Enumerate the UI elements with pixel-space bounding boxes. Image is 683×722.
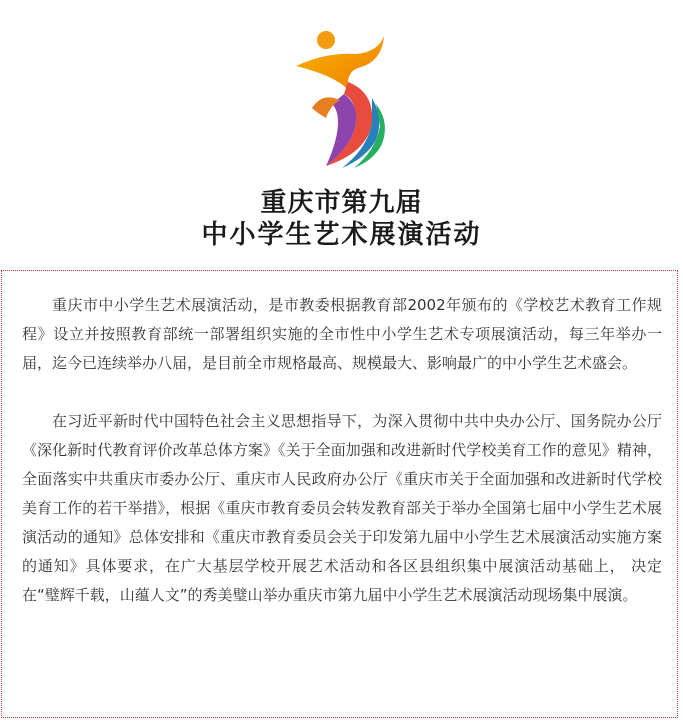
body-text [22,291,662,610]
page-title-line2: 中小学生艺术展演活动 [201,220,482,250]
page-title-line1: 重庆市第九届 [260,188,423,218]
content-panel [1,270,678,718]
paragraph-intro: 重庆市中小学生艺术展演活动，是市教委根据教育部2002年颁布的《学校艺术教育工作规程》设立并按照教育部统一部署组织实施的全市性中小学生艺术专项展演活动，每三年举办一届，迄今已连续举办八届，是目前全市规格最高、规模最大、影响最广的中小学生艺术盛会。 [22,296,662,372]
art-festival-logo-icon [286,22,398,172]
paragraph-background: 在习近平新时代中国特色社会主义思想指导下，为深入贯彻中共中央办公厅、国务院办公厅《深化新时代教育评价改革总体方案》《关于全面加强和改进新时代学校美育工作的意见》精神，全面落实中共重庆市委办公厅、重庆市人民政府办公厅《重庆市关于全面加强和改进新时代学校美育工作的若干举措》，根据《重庆市教育委员会转发教育部关于举办全国第七届中小学生艺术展演活动的通知》总体安排和《重庆市教育委员会关于印发第九届中小学生艺术展演活动实施方案的通知》具体要求，在广大基层学校开展艺术活动和各区县组织集中展演活动基础上， 决定在“璧辉千载，山蕴人文”的秀美璧山举办重庆市第九届中小学生艺术展演活动现场集中展演。 [22,412,662,604]
header [0,0,683,262]
